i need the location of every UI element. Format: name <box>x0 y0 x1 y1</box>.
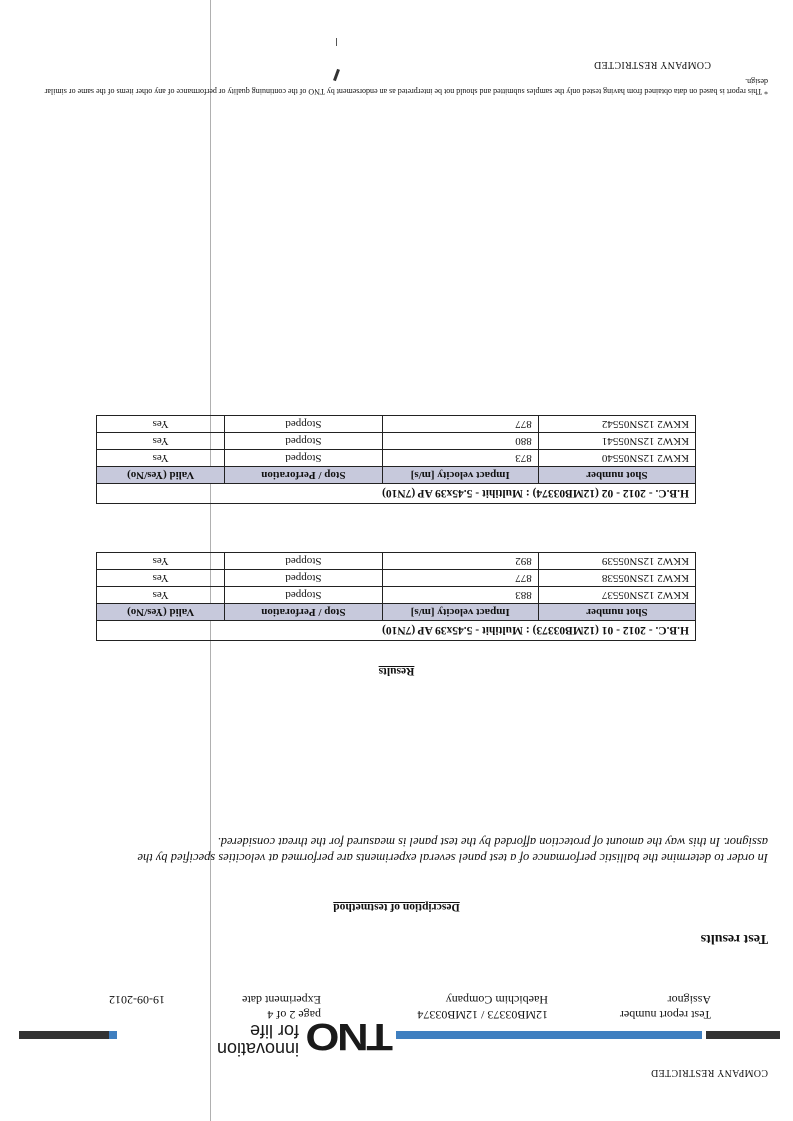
results-table-1 <box>96 552 696 641</box>
table-row <box>97 450 696 467</box>
valid-cell: Yes <box>97 570 225 587</box>
stop-perforation-cell: Stopped <box>225 416 382 433</box>
description-text: In order to determine the ballistic performance of a test panel several experiments are performed at velocities specified by the assignor. In this way the amount of protection afforded by the test panel is measured for the threat considered. <box>137 835 768 865</box>
valid-cell: Yes <box>97 433 225 450</box>
impact-velocity-cell: 883 <box>382 587 538 604</box>
section-title: Test results <box>700 931 768 946</box>
impact-velocity-cell: 892 <box>382 553 538 570</box>
table-row <box>97 587 696 604</box>
stop-perforation-cell: Stopped <box>225 587 382 604</box>
assignor-value: Haebichim Company <box>445 993 548 1007</box>
header-stop-perforation: Stop / Perforation <box>225 467 382 484</box>
valid-cell: Yes <box>97 587 225 604</box>
shot-number-cell: KKW2 12SN05542 <box>538 416 695 433</box>
stop-perforation-cell: Stopped <box>225 570 382 587</box>
table-header-row <box>97 604 696 621</box>
shot-number-cell: KKW2 12SN05541 <box>538 433 695 450</box>
table-row <box>97 433 696 450</box>
impact-velocity-cell: 880 <box>382 433 538 450</box>
table-title: H.B.C. - 2012 - 01 (12MB03373) : Multihit - 5.45x39 AP (7N10) <box>97 621 696 641</box>
shot-number-cell: KKW2 12SN05540 <box>538 450 695 467</box>
stop-perforation-cell: Stopped <box>225 553 382 570</box>
header-shot-number: Shot number <box>538 467 695 484</box>
table-title: H.B.C. - 2012 - 02 (12MB03374) : Multihit - 5.45x39 AP (7N10) <box>97 484 696 504</box>
assignor-label: Assignor <box>667 993 711 1007</box>
description-heading: Description of testmethod <box>333 901 460 913</box>
report-number-label: Test report number <box>619 1008 711 1022</box>
experiment-date-label: Experiment date <box>242 993 321 1007</box>
impact-velocity-cell: 873 <box>382 450 538 467</box>
valid-cell: Yes <box>97 553 225 570</box>
header-impact-velocity: Impact velocity [m/s] <box>382 467 538 484</box>
report-number-value: 12MB03373 / 12MB03374 <box>417 1008 548 1022</box>
logo-bar-left-dark <box>706 1031 780 1039</box>
page-number: page 2 of 4 <box>267 1008 321 1022</box>
results-heading: Results <box>378 665 415 677</box>
table-row <box>97 570 696 587</box>
company-restricted-footer: COMPANY RESTRICTED <box>593 59 711 70</box>
table-row <box>97 553 696 570</box>
scan-mark <box>336 38 337 46</box>
logo-tagline-line1: innovation <box>216 1039 299 1059</box>
stop-perforation-cell: Stopped <box>225 450 382 467</box>
shot-number-cell: KKW2 12SN05537 <box>538 587 695 604</box>
shot-number-cell: KKW2 12SN05539 <box>538 553 695 570</box>
valid-cell: Yes <box>97 416 225 433</box>
impact-velocity-cell: 877 <box>382 416 538 433</box>
experiment-date-value: 19-09-2012 <box>109 993 165 1007</box>
results-table-2 <box>96 415 696 504</box>
header-valid: Valid (Yes/No) <box>97 604 225 621</box>
logo-bar-right-blue <box>109 1031 117 1039</box>
company-restricted-header: COMPANY RESTRICTED <box>650 1067 768 1078</box>
logo-bar-left-blue <box>396 1031 702 1039</box>
header-valid: Valid (Yes/No) <box>97 467 225 484</box>
header-stop-perforation: Stop / Perforation <box>225 604 382 621</box>
impact-velocity-cell: 877 <box>382 570 538 587</box>
table-header-row <box>97 467 696 484</box>
header-impact-velocity: Impact velocity [m/s] <box>382 604 538 621</box>
logo-bar <box>10 1023 780 1045</box>
disclaimer-footnote: * This report is based on data obtained from having tested only the samples submitted and should not be interpreted as an endorsement by TNO of the continuing quality or performance of any other items of the same or similar design. <box>44 77 768 96</box>
valid-cell: Yes <box>97 450 225 467</box>
logo-tagline-line2: for life <box>249 1021 299 1041</box>
shot-number-cell: KKW2 12SN05538 <box>538 570 695 587</box>
logo-bar-right-dark <box>19 1031 109 1039</box>
logo-brand: TNO <box>307 1015 393 1057</box>
table-row <box>97 416 696 433</box>
stop-perforation-cell: Stopped <box>225 433 382 450</box>
header-shot-number: Shot number <box>538 604 695 621</box>
